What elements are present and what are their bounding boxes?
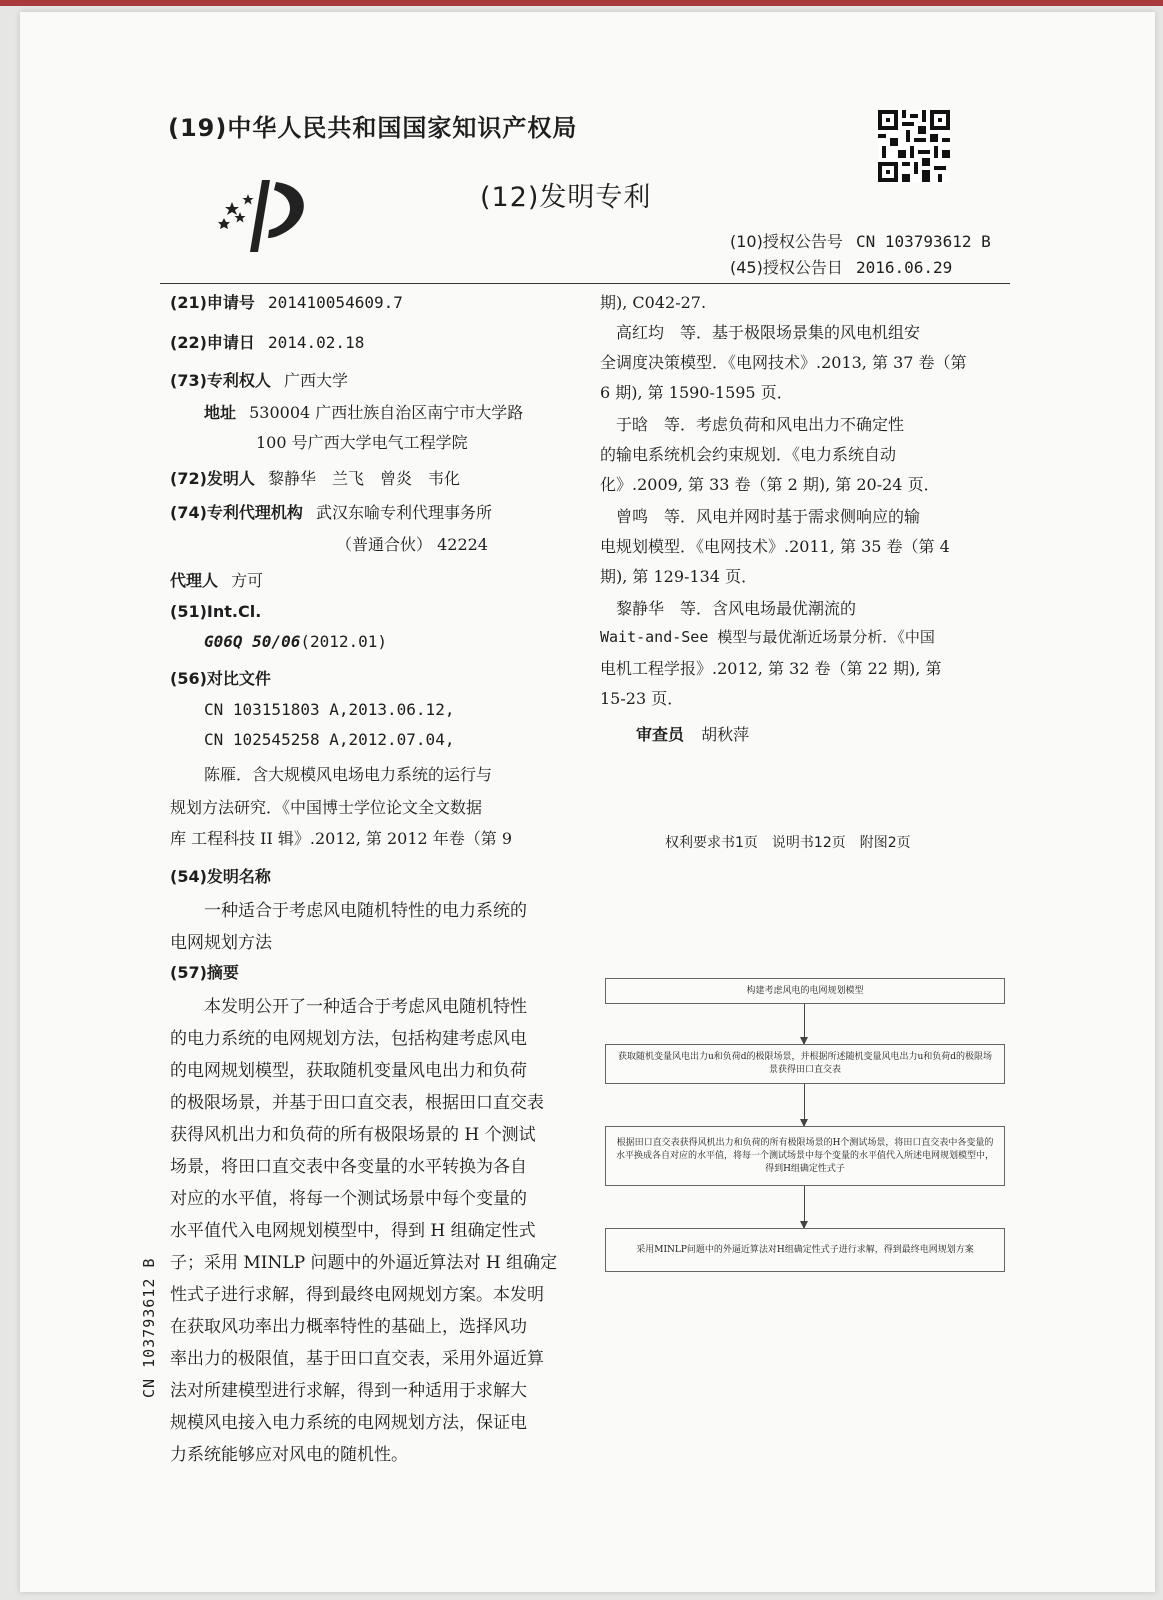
flowchart-arrow xyxy=(804,1186,805,1228)
owner-row xyxy=(170,368,348,391)
invention-title-line-2: 电网规划方法 xyxy=(170,933,272,953)
flowchart-step-2: 获取随机变量风电出力u和负荷d的极限场景，并根据所述随机变量风电出力u和负荷d的极限场景获得田口直交表 xyxy=(605,1044,1005,1084)
examiner: 胡秋萍 xyxy=(701,725,750,744)
patent-type: (12)发明专利 xyxy=(480,182,652,213)
inventors-row xyxy=(170,466,460,489)
intcl-row xyxy=(204,632,387,651)
invention-title-label-text: (54)发明名称 xyxy=(170,867,271,886)
invention-title-line-1: 一种适合于考虑风电随机特性的电力系统的 xyxy=(204,901,527,921)
issuing-office: (19)中华人民共和国国家知识产权局 xyxy=(168,114,578,142)
abstract-label-text: (57)摘要 xyxy=(170,963,239,982)
ref-line: 期), C042-27. xyxy=(600,293,707,312)
application-number-label: (21)申请号 xyxy=(170,293,255,312)
abstract-line: 法对所建模型进行求解，得到一种适用于求解大 xyxy=(170,1381,527,1401)
abstract-line: 获得风机出力和负荷的所有极限场景的 H 个测试 xyxy=(170,1125,536,1145)
qr-code xyxy=(878,110,950,182)
agent: 方可 xyxy=(231,571,264,590)
abstract-line: 本发明公开了一种适合于考虑风电随机特性 xyxy=(170,997,527,1017)
reference-3-line-3: 库 工程科技 II 辑》.2012, 第 2012 年卷（第 9 xyxy=(170,829,513,848)
abstract-line: 水平值代入电网规划模型中，得到 H 组确定性式 xyxy=(170,1221,536,1241)
abstract-label xyxy=(170,960,239,983)
application-date: 2014.02.18 xyxy=(268,333,365,352)
invention-title-label xyxy=(170,864,271,887)
publication-number: CN 103793612 B xyxy=(855,232,991,251)
references-label-row xyxy=(170,666,271,689)
agency-label: (74)专利代理机构 xyxy=(170,503,303,522)
owner: 广西大学 xyxy=(284,371,349,390)
owner-label: (73)专利权人 xyxy=(170,371,271,390)
page-count: 权利要求书1页 说明书12页 附图2页 xyxy=(665,835,911,851)
publication-date-row xyxy=(730,255,952,278)
abstract-line: 在获取风功率出力概率特性的基础上，选择风功 xyxy=(170,1317,527,1337)
flowchart-step-3: 根据田口直交表获得风机出力和负荷的所有极限场景的H个测试场景，将田口直交表中各变量的水平换成各自对应的水平值，将每一个测试场景中每个变量的水平值代入所述电网规划模型中，得到H组确定性式子 xyxy=(605,1126,1005,1186)
address-line-2: 100 号广西大学电气工程学院 xyxy=(256,433,468,452)
publication-number-row xyxy=(730,229,991,252)
intcl-year: (2012.01) xyxy=(300,632,388,651)
reference-1: CN 103151803 A,2013.06.12, xyxy=(204,700,455,719)
ref-line: 电规划模型．《电网技术》.2011, 第 35 卷（第 4 xyxy=(600,537,950,556)
flowchart-arrow xyxy=(804,1004,805,1044)
publication-date: 2016.06.29 xyxy=(855,258,953,277)
ref-line: 高红均 等．基于极限场景集的风电机组安 xyxy=(600,323,921,342)
examiner-label: 审查员 xyxy=(636,725,685,744)
reference-2: CN 102545258 A,2012.07.04, xyxy=(204,730,455,749)
ref-line: 于晗 等．考虑负荷和风电出力不确定性 xyxy=(600,415,905,434)
header-rule xyxy=(160,283,1010,284)
ref-line: 化》.2009, 第 33 卷（第 2 期), 第 20-24 页． xyxy=(600,475,940,494)
inventors-label: (72)发明人 xyxy=(170,469,255,488)
cnipa-logo xyxy=(218,172,318,256)
agency-row xyxy=(170,500,492,523)
ref-line: 全调度决策模型．《电网技术》.2013, 第 37 卷（第 xyxy=(600,353,967,372)
intcl-label-text: (51)Int.Cl. xyxy=(170,602,262,621)
ref-line: 电机工程学报》.2012, 第 32 卷（第 22 期), 第 xyxy=(600,659,942,678)
abstract-line: 对应的水平值，将每一个测试场景中每个变量的 xyxy=(170,1189,527,1209)
ref-line: 15-23 页． xyxy=(600,689,684,708)
abstract-line: 规模风电接入电力系统的电网规划方法，保证电 xyxy=(170,1413,527,1433)
agency-line-2: （普通合伙） 42224 xyxy=(336,535,488,554)
ref-line: 6 期), 第 1590-1595 页． xyxy=(600,383,793,402)
agent-row xyxy=(170,568,263,591)
abstract-line: 的极限场景，并基于田口直交表，根据田口直交表 xyxy=(170,1093,544,1113)
abstract-line: 率出力的极限值，基于田口直交表，采用外逼近算 xyxy=(170,1349,544,1369)
abstract-line: 的电网规划模型，获取随机变量风电出力和负荷 xyxy=(170,1061,527,1081)
reference-3-line-2: 规划方法研究．《中国博士学位论文全文数据 xyxy=(170,798,483,817)
address-row xyxy=(204,400,523,423)
examiner-row xyxy=(636,722,749,745)
ref-line: 曾鸣 等．风电并网时基于需求侧响应的输 xyxy=(600,507,921,526)
application-date-row xyxy=(170,330,364,353)
side-publication-id: CN 103793612 B xyxy=(140,1257,158,1398)
inventors: 黎静华 兰飞 曾炎 韦化 xyxy=(268,469,461,488)
application-number-row xyxy=(170,290,403,313)
abstract-line: 的电力系统的电网规划方法，包括构建考虑风电 xyxy=(170,1029,527,1049)
flowchart-arrow xyxy=(804,1084,805,1126)
ref-line: 黎静华 等．含风电场最优潮流的 xyxy=(600,599,857,618)
application-number: 201410054609.7 xyxy=(268,293,403,312)
flowchart-step-1: 构建考虑风电的电网规划模型 xyxy=(605,978,1005,1004)
application-date-label: (22)申请日 xyxy=(170,333,255,352)
intcl-code: G06Q 50/06 xyxy=(204,632,301,651)
references-label: (56)对比文件 xyxy=(170,669,271,688)
publication-number-label: (10)授权公告号 xyxy=(730,232,843,251)
abstract-line: 力系统能够应对风电的随机性。 xyxy=(170,1445,408,1465)
ref-line: Wait-and-See 模型与最优渐近场景分析．《中国 xyxy=(600,628,935,646)
address-line-1: 530004 广西壮族自治区南宁市大学路 xyxy=(249,403,524,422)
intcl-label xyxy=(170,602,261,621)
agent-label: 代理人 xyxy=(170,571,219,590)
agency: 武汉东喻专利代理事务所 xyxy=(316,503,493,522)
abstract-line: 场景，将田口直交表中各变量的水平转换为各自 xyxy=(170,1157,527,1177)
address-label: 地址 xyxy=(204,403,237,422)
ref-line: 期), 第 129-134 页． xyxy=(600,567,758,586)
publication-date-label: (45)授权公告日 xyxy=(730,258,843,277)
abstract-line: 子；采用 MINLP 问题中的外逼近算法对 H 组确定 xyxy=(170,1253,558,1273)
ref-line: 的输电系统机会约束规划．《电力系统自动 xyxy=(600,445,897,464)
top-edge xyxy=(0,0,1163,6)
flowchart-step-4: 采用MINLP问题中的外逼近算法对H组确定性式子进行求解，得到最终电网规划方案 xyxy=(605,1228,1005,1272)
reference-3-line-1: 陈雁．含大规模风电场电力系统的运行与 xyxy=(204,765,493,784)
abstract-line: 性式子进行求解，得到最终电网规划方案。本发明 xyxy=(170,1285,544,1305)
